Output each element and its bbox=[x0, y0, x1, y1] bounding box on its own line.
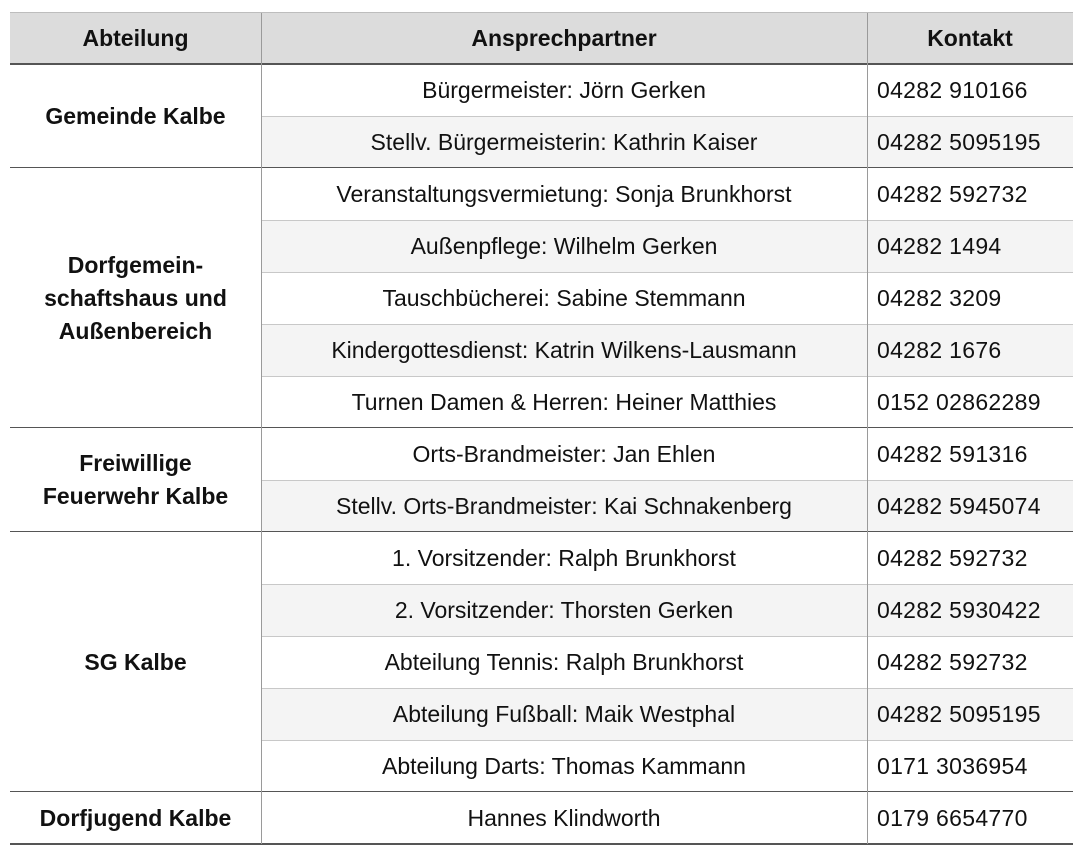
contact-person-cell: 1. Vorsitzender: Ralph Brunkhorst bbox=[261, 532, 867, 584]
contact-person-cell: Außenpflege: Wilhelm Gerken bbox=[261, 220, 867, 272]
row-divider bbox=[261, 636, 1073, 637]
phone-cell: 04282 1494 bbox=[867, 220, 1073, 272]
phone-cell: 04282 910166 bbox=[867, 64, 1073, 116]
contact-person-cell: Bürgermeister: Jörn Gerken bbox=[261, 64, 867, 116]
phone-cell: 0171 3036954 bbox=[867, 740, 1073, 792]
contact-person-cell: Turnen Damen & Herren: Heiner Matthies bbox=[261, 376, 867, 428]
contact-person-cell: Stellv. Orts-Brandmeister: Kai Schnakenberg bbox=[261, 480, 867, 532]
header-department: Abteilung bbox=[10, 12, 261, 64]
contact-person-cell: 2. Vorsitzender: Thorsten Gerken bbox=[261, 584, 867, 636]
phone-cell: 04282 592732 bbox=[867, 532, 1073, 584]
column-divider bbox=[261, 12, 262, 844]
contact-person-cell: Abteilung Tennis: Ralph Brunkhorst bbox=[261, 636, 867, 688]
row-divider bbox=[261, 324, 1073, 325]
phone-cell: 04282 1676 bbox=[867, 324, 1073, 376]
group-label: Dorfjugend Kalbe bbox=[10, 792, 261, 844]
phone-cell: 04282 5095195 bbox=[867, 116, 1073, 168]
group-label: SG Kalbe bbox=[10, 532, 261, 792]
contact-person-cell: Abteilung Fußball: Maik Westphal bbox=[261, 688, 867, 740]
table-top-border bbox=[10, 12, 1073, 13]
row-divider bbox=[261, 480, 1073, 481]
group-label: Gemeinde Kalbe bbox=[10, 64, 261, 168]
phone-cell: 04282 5945074 bbox=[867, 480, 1073, 532]
contact-person-cell: Orts-Brandmeister: Jan Ehlen bbox=[261, 428, 867, 480]
row-divider bbox=[261, 376, 1073, 377]
phone-cell: 04282 591316 bbox=[867, 428, 1073, 480]
contact-person-cell: Stellv. Bürgermeisterin: Kathrin Kaiser bbox=[261, 116, 867, 168]
header-divider bbox=[10, 63, 1073, 65]
phone-cell: 04282 592732 bbox=[867, 636, 1073, 688]
contact-person-cell: Veranstaltungsvermietung: Sonja Brunkhorst bbox=[261, 168, 867, 220]
group-label: Freiwillige Feuerwehr Kalbe bbox=[10, 428, 261, 532]
phone-cell: 04282 5930422 bbox=[867, 584, 1073, 636]
phone-cell: 04282 592732 bbox=[867, 168, 1073, 220]
row-divider bbox=[261, 688, 1073, 689]
contact-table bbox=[10, 12, 1073, 848]
phone-cell: 04282 3209 bbox=[867, 272, 1073, 324]
phone-cell: 04282 5095195 bbox=[867, 688, 1073, 740]
row-divider bbox=[261, 272, 1073, 273]
phone-cell: 0152 02862289 bbox=[867, 376, 1073, 428]
group-label: Dorfgemein- schaftshaus und Außenbereich bbox=[10, 168, 261, 428]
contact-person-cell: Abteilung Darts: Thomas Kammann bbox=[261, 740, 867, 792]
contact-person-cell: Kindergottesdienst: Katrin Wilkens-Lausmann bbox=[261, 324, 867, 376]
column-divider bbox=[867, 12, 868, 844]
contact-person-cell: Tauschbücherei: Sabine Stemmann bbox=[261, 272, 867, 324]
contact-person-cell: Hannes Klindworth bbox=[261, 792, 867, 844]
row-divider bbox=[261, 220, 1073, 221]
group-divider bbox=[10, 843, 1073, 845]
row-divider bbox=[261, 116, 1073, 117]
header-contact-person: Ansprechpartner bbox=[261, 12, 867, 64]
row-divider bbox=[261, 584, 1073, 585]
header-contact: Kontakt bbox=[867, 12, 1073, 64]
row-divider bbox=[261, 740, 1073, 741]
phone-cell: 0179 6654770 bbox=[867, 792, 1073, 844]
